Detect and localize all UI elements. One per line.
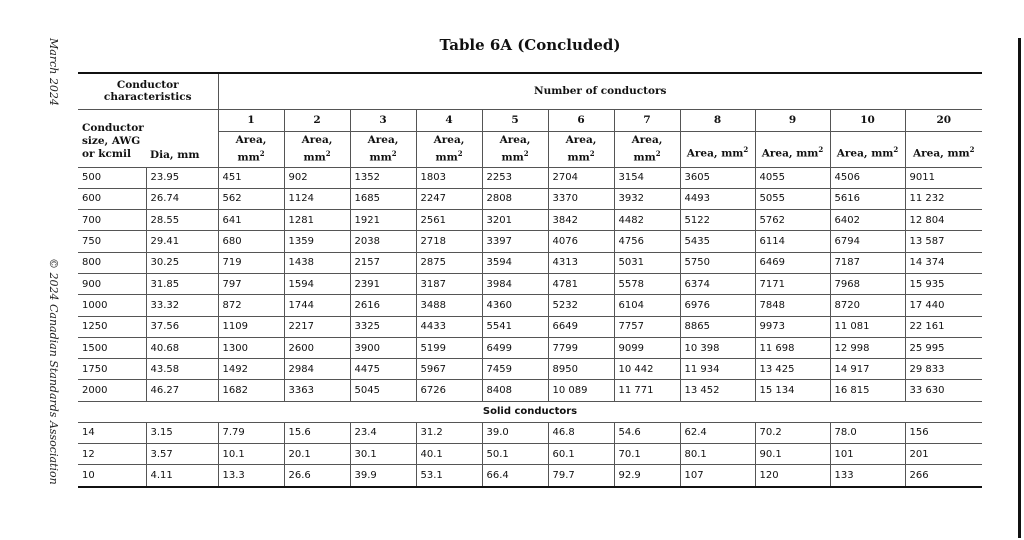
area-unit-superscript: 2 bbox=[655, 148, 661, 158]
area-cell: 8865 bbox=[680, 316, 755, 337]
diameter-cell: 3.15 bbox=[146, 422, 218, 443]
area-cell: 8950 bbox=[548, 359, 614, 380]
area-cell: 5967 bbox=[416, 359, 482, 380]
area-cell: 797 bbox=[218, 273, 284, 294]
table-row bbox=[78, 380, 982, 401]
diameter-cell: 31.85 bbox=[146, 273, 218, 294]
conductor-count-header: 1 bbox=[218, 109, 284, 131]
area-cell: 46.8 bbox=[548, 422, 614, 443]
area-cell: 5762 bbox=[755, 210, 830, 231]
area-cell: 5055 bbox=[755, 188, 830, 209]
area-header bbox=[482, 131, 548, 167]
area-cell: 31.2 bbox=[416, 422, 482, 443]
area-cell: 20.1 bbox=[284, 444, 350, 465]
area-cell: 133 bbox=[830, 465, 905, 487]
area-cell: 4781 bbox=[548, 273, 614, 294]
area-cell: 2616 bbox=[350, 295, 416, 316]
area-cell: 5232 bbox=[548, 295, 614, 316]
table-row bbox=[78, 295, 982, 316]
size-cell: 800 bbox=[78, 252, 146, 273]
area-cell: 92.9 bbox=[614, 465, 680, 487]
diameter-cell: 37.56 bbox=[146, 316, 218, 337]
table-row bbox=[78, 252, 982, 273]
diameter-cell: 29.41 bbox=[146, 231, 218, 252]
area-cell: 78.0 bbox=[830, 422, 905, 443]
area-cell: 3984 bbox=[482, 273, 548, 294]
area-label: Area, mm bbox=[912, 147, 970, 160]
area-cell: 8720 bbox=[830, 295, 905, 316]
conductor-count-header: 8 bbox=[680, 109, 755, 131]
area-label: Area, mm bbox=[631, 133, 663, 164]
area-header bbox=[548, 131, 614, 167]
area-cell: 3363 bbox=[284, 380, 350, 401]
area-cell: 12 804 bbox=[905, 210, 982, 231]
area-cell: 6499 bbox=[482, 337, 548, 358]
area-cell: 11 934 bbox=[680, 359, 755, 380]
size-cell: 10 bbox=[78, 465, 146, 487]
area-cell: 6976 bbox=[680, 295, 755, 316]
area-cell: 4482 bbox=[614, 210, 680, 231]
area-cell: 2247 bbox=[416, 188, 482, 209]
area-header bbox=[218, 131, 284, 167]
area-cell: 5578 bbox=[614, 273, 680, 294]
area-label: Area, mm bbox=[761, 147, 819, 160]
area-unit-superscript: 2 bbox=[259, 148, 265, 158]
area-cell: 3201 bbox=[482, 210, 548, 231]
area-cell: 3154 bbox=[614, 167, 680, 188]
area-cell: 2984 bbox=[284, 359, 350, 380]
area-cell: 2217 bbox=[284, 316, 350, 337]
area-cell: 30.1 bbox=[350, 444, 416, 465]
area-cell: 3932 bbox=[614, 188, 680, 209]
area-cell: 13 425 bbox=[755, 359, 830, 380]
area-cell: 1744 bbox=[284, 295, 350, 316]
size-cell: 14 bbox=[78, 422, 146, 443]
area-label: Area, mm bbox=[565, 133, 597, 164]
area-cell: 7799 bbox=[548, 337, 614, 358]
table-row bbox=[78, 167, 982, 188]
area-header bbox=[755, 131, 830, 167]
table-row bbox=[78, 231, 982, 252]
area-unit-superscript: 2 bbox=[457, 148, 463, 158]
area-cell: 2038 bbox=[350, 231, 416, 252]
area-cell: 6469 bbox=[755, 252, 830, 273]
area-cell: 40.1 bbox=[416, 444, 482, 465]
area-cell: 6114 bbox=[755, 231, 830, 252]
area-cell: 1352 bbox=[350, 167, 416, 188]
date-side-label: March 2024 bbox=[47, 38, 60, 106]
area-cell: 5750 bbox=[680, 252, 755, 273]
area-cell: 13 452 bbox=[680, 380, 755, 401]
diameter-cell: 33.32 bbox=[146, 295, 218, 316]
area-cell: 4475 bbox=[350, 359, 416, 380]
area-cell: 11 081 bbox=[830, 316, 905, 337]
area-cell: 15 935 bbox=[905, 273, 982, 294]
conductor-size-header: Conductor size, AWG or kcmil bbox=[78, 109, 146, 167]
area-cell: 5199 bbox=[416, 337, 482, 358]
area-cell: 5122 bbox=[680, 210, 755, 231]
size-cell: 12 bbox=[78, 444, 146, 465]
area-label: Area, mm bbox=[499, 133, 531, 164]
area-cell: 11 232 bbox=[905, 188, 982, 209]
area-cell: 13.3 bbox=[218, 465, 284, 487]
conductor-count-header: 6 bbox=[548, 109, 614, 131]
copyright-side-label: © 2024 Canadian Standards Association bbox=[47, 258, 60, 485]
area-label: Area, mm bbox=[686, 147, 744, 160]
area-cell: 2875 bbox=[416, 252, 482, 273]
conductor-count-header: 7 bbox=[614, 109, 680, 131]
area-cell: 156 bbox=[905, 422, 982, 443]
area-label: Area, mm bbox=[836, 147, 894, 160]
area-cell: 1803 bbox=[416, 167, 482, 188]
table-row bbox=[78, 337, 982, 358]
solid-conductors-row bbox=[78, 401, 982, 422]
area-cell: 4433 bbox=[416, 316, 482, 337]
area-cell: 39.0 bbox=[482, 422, 548, 443]
diameter-cell: 40.68 bbox=[146, 337, 218, 358]
area-cell: 1682 bbox=[218, 380, 284, 401]
conductor-count-header: 3 bbox=[350, 109, 416, 131]
table-title: Table 6A (Concluded) bbox=[439, 36, 621, 54]
area-cell: 7459 bbox=[482, 359, 548, 380]
conductor-area-table bbox=[78, 72, 982, 488]
diameter-cell: 46.27 bbox=[146, 380, 218, 401]
area-header bbox=[680, 131, 755, 167]
size-cell: 700 bbox=[78, 210, 146, 231]
area-cell: 120 bbox=[755, 465, 830, 487]
area-cell: 4076 bbox=[548, 231, 614, 252]
area-cell: 6794 bbox=[830, 231, 905, 252]
area-cell: 5031 bbox=[614, 252, 680, 273]
area-cell: 6104 bbox=[614, 295, 680, 316]
area-cell: 641 bbox=[218, 210, 284, 231]
area-cell: 1124 bbox=[284, 188, 350, 209]
area-cell: 201 bbox=[905, 444, 982, 465]
area-cell: 1438 bbox=[284, 252, 350, 273]
area-cell: 10 398 bbox=[680, 337, 755, 358]
size-cell: 500 bbox=[78, 167, 146, 188]
area-cell: 3594 bbox=[482, 252, 548, 273]
conductor-count-header: 2 bbox=[284, 109, 350, 131]
area-cell: 1281 bbox=[284, 210, 350, 231]
table-row bbox=[78, 422, 982, 443]
area-cell: 2253 bbox=[482, 167, 548, 188]
area-cell: 23.4 bbox=[350, 422, 416, 443]
area-cell: 1685 bbox=[350, 188, 416, 209]
area-cell: 22 161 bbox=[905, 316, 982, 337]
area-unit-superscript: 2 bbox=[969, 145, 975, 154]
area-unit-superscript: 2 bbox=[893, 145, 899, 154]
area-cell: 2808 bbox=[482, 188, 548, 209]
area-cell: 872 bbox=[218, 295, 284, 316]
area-header bbox=[830, 131, 905, 167]
area-unit-superscript: 2 bbox=[818, 145, 824, 154]
area-cell: 62.4 bbox=[680, 422, 755, 443]
size-cell: 1750 bbox=[78, 359, 146, 380]
area-label: Area, mm bbox=[433, 133, 465, 164]
size-cell: 750 bbox=[78, 231, 146, 252]
area-cell: 70.1 bbox=[614, 444, 680, 465]
table-row bbox=[78, 273, 982, 294]
area-cell: 7187 bbox=[830, 252, 905, 273]
area-cell: 6726 bbox=[416, 380, 482, 401]
area-cell: 451 bbox=[218, 167, 284, 188]
area-cell: 9011 bbox=[905, 167, 982, 188]
area-cell: 1359 bbox=[284, 231, 350, 252]
solid-conductors-label: Solid conductors bbox=[78, 401, 982, 422]
area-cell: 17 440 bbox=[905, 295, 982, 316]
size-cell: 900 bbox=[78, 273, 146, 294]
area-cell: 13 587 bbox=[905, 231, 982, 252]
table-row bbox=[78, 444, 982, 465]
area-cell: 3842 bbox=[548, 210, 614, 231]
area-cell: 1109 bbox=[218, 316, 284, 337]
area-cell: 16 815 bbox=[830, 380, 905, 401]
size-cell: 1500 bbox=[78, 337, 146, 358]
table-row bbox=[78, 359, 982, 380]
area-cell: 101 bbox=[830, 444, 905, 465]
area-cell: 719 bbox=[218, 252, 284, 273]
area-unit-superscript: 2 bbox=[743, 145, 749, 154]
diameter-cell: 43.58 bbox=[146, 359, 218, 380]
area-cell: 4055 bbox=[755, 167, 830, 188]
size-cell: 600 bbox=[78, 188, 146, 209]
area-cell: 902 bbox=[284, 167, 350, 188]
diameter-header: Dia, mm bbox=[146, 109, 218, 167]
area-cell: 14 917 bbox=[830, 359, 905, 380]
area-cell: 66.4 bbox=[482, 465, 548, 487]
conductor-count-header: 9 bbox=[755, 109, 830, 131]
diameter-cell: 28.55 bbox=[146, 210, 218, 231]
area-cell: 3900 bbox=[350, 337, 416, 358]
area-cell: 4506 bbox=[830, 167, 905, 188]
diameter-cell: 23.95 bbox=[146, 167, 218, 188]
area-cell: 7757 bbox=[614, 316, 680, 337]
area-cell: 8408 bbox=[482, 380, 548, 401]
area-cell: 3187 bbox=[416, 273, 482, 294]
table-row bbox=[78, 210, 982, 231]
area-cell: 9099 bbox=[614, 337, 680, 358]
area-cell: 3325 bbox=[350, 316, 416, 337]
area-cell: 3488 bbox=[416, 295, 482, 316]
area-cell: 54.6 bbox=[614, 422, 680, 443]
number-of-conductors-header: Number of conductors bbox=[218, 73, 982, 109]
area-cell: 1300 bbox=[218, 337, 284, 358]
area-cell: 5616 bbox=[830, 188, 905, 209]
area-cell: 3397 bbox=[482, 231, 548, 252]
area-cell: 2157 bbox=[350, 252, 416, 273]
area-cell: 2718 bbox=[416, 231, 482, 252]
area-cell: 4360 bbox=[482, 295, 548, 316]
area-header bbox=[614, 131, 680, 167]
area-cell: 7.79 bbox=[218, 422, 284, 443]
area-label: Area, mm bbox=[301, 133, 333, 164]
area-cell: 15 134 bbox=[755, 380, 830, 401]
area-unit-superscript: 2 bbox=[325, 148, 331, 158]
size-cell: 2000 bbox=[78, 380, 146, 401]
diameter-cell: 4.11 bbox=[146, 465, 218, 487]
diameter-cell: 30.25 bbox=[146, 252, 218, 273]
area-cell: 4313 bbox=[548, 252, 614, 273]
area-cell: 11 698 bbox=[755, 337, 830, 358]
page-edge-rule bbox=[1018, 38, 1021, 538]
table-row bbox=[78, 316, 982, 337]
area-cell: 6402 bbox=[830, 210, 905, 231]
area-cell: 1921 bbox=[350, 210, 416, 231]
area-cell: 5541 bbox=[482, 316, 548, 337]
area-unit-superscript: 2 bbox=[391, 148, 397, 158]
area-cell: 11 771 bbox=[614, 380, 680, 401]
diameter-cell: 26.74 bbox=[146, 188, 218, 209]
area-header bbox=[284, 131, 350, 167]
area-cell: 562 bbox=[218, 188, 284, 209]
area-cell: 2561 bbox=[416, 210, 482, 231]
area-cell: 7848 bbox=[755, 295, 830, 316]
conductor-characteristics-header: Conductor characteristics bbox=[78, 73, 218, 109]
area-cell: 80.1 bbox=[680, 444, 755, 465]
area-cell: 29 833 bbox=[905, 359, 982, 380]
area-cell: 1594 bbox=[284, 273, 350, 294]
area-cell: 33 630 bbox=[905, 380, 982, 401]
size-cell: 1250 bbox=[78, 316, 146, 337]
conductor-count-header: 5 bbox=[482, 109, 548, 131]
diameter-cell: 3.57 bbox=[146, 444, 218, 465]
area-cell: 2600 bbox=[284, 337, 350, 358]
area-cell: 26.6 bbox=[284, 465, 350, 487]
area-cell: 4493 bbox=[680, 188, 755, 209]
area-cell: 14 374 bbox=[905, 252, 982, 273]
area-header bbox=[350, 131, 416, 167]
table-row bbox=[78, 188, 982, 209]
area-cell: 10.1 bbox=[218, 444, 284, 465]
area-cell: 7171 bbox=[755, 273, 830, 294]
area-cell: 6374 bbox=[680, 273, 755, 294]
conductor-count-header: 20 bbox=[905, 109, 982, 131]
area-cell: 1492 bbox=[218, 359, 284, 380]
area-unit-superscript: 2 bbox=[589, 148, 595, 158]
area-cell: 90.1 bbox=[755, 444, 830, 465]
area-cell: 4756 bbox=[614, 231, 680, 252]
area-cell: 12 998 bbox=[830, 337, 905, 358]
area-cell: 5045 bbox=[350, 380, 416, 401]
size-cell: 1000 bbox=[78, 295, 146, 316]
area-header bbox=[905, 131, 982, 167]
area-cell: 10 442 bbox=[614, 359, 680, 380]
area-cell: 25 995 bbox=[905, 337, 982, 358]
conductor-count-header: 10 bbox=[830, 109, 905, 131]
area-cell: 266 bbox=[905, 465, 982, 487]
conductor-count-header: 4 bbox=[416, 109, 482, 131]
area-cell: 2704 bbox=[548, 167, 614, 188]
area-cell: 53.1 bbox=[416, 465, 482, 487]
area-cell: 2391 bbox=[350, 273, 416, 294]
area-cell: 60.1 bbox=[548, 444, 614, 465]
area-cell: 79.7 bbox=[548, 465, 614, 487]
area-label: Area, mm bbox=[235, 133, 267, 164]
area-cell: 5435 bbox=[680, 231, 755, 252]
area-cell: 6649 bbox=[548, 316, 614, 337]
area-cell: 50.1 bbox=[482, 444, 548, 465]
area-cell: 10 089 bbox=[548, 380, 614, 401]
area-cell: 3605 bbox=[680, 167, 755, 188]
area-unit-superscript: 2 bbox=[523, 148, 529, 158]
area-cell: 70.2 bbox=[755, 422, 830, 443]
area-cell: 9973 bbox=[755, 316, 830, 337]
area-cell: 107 bbox=[680, 465, 755, 487]
area-cell: 15.6 bbox=[284, 422, 350, 443]
area-cell: 7968 bbox=[830, 273, 905, 294]
area-header bbox=[416, 131, 482, 167]
table-row bbox=[78, 465, 982, 487]
area-cell: 39.9 bbox=[350, 465, 416, 487]
area-cell: 3370 bbox=[548, 188, 614, 209]
area-label: Area, mm bbox=[367, 133, 399, 164]
area-cell: 680 bbox=[218, 231, 284, 252]
